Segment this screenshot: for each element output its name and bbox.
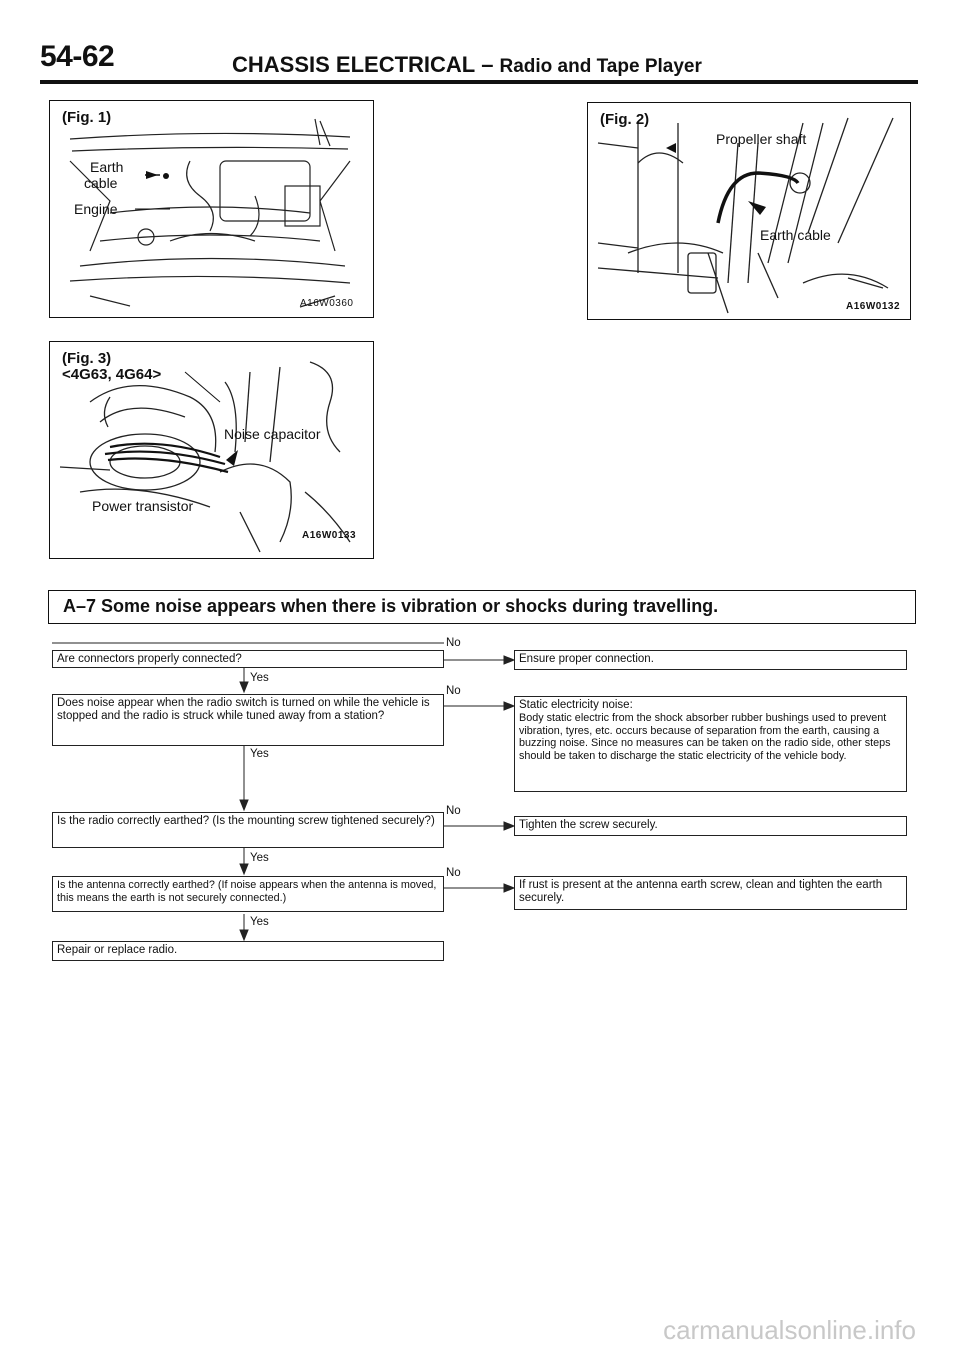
figure-3-callout-noise-capacitor: Noise capacitor [224,426,321,442]
figure-2-callout-earth-cable: Earth cable [760,227,831,243]
figure-3-callout-power-transistor: Power transistor [92,498,194,514]
figure-3-label: (Fig. 3) [62,350,112,367]
figure-2-callout-propeller-shaft: Propeller shaft [716,131,807,147]
question-2-yes-label: Yes [250,748,269,760]
result-1-box [514,650,907,670]
watermark: carmanualsonline.info [663,1315,916,1345]
question-1-no-label: No [446,637,461,649]
result-2-text: Body static electric from the shock absorber rubber bushings used to prevent vibration, tyres, etc. occurs because of separation from the earth, causing a buzzing noise. Since no measures can be taken on the radio side, other steps should be taken to discharge the static electricity of the vehicle body. [519,711,891,763]
section-title: A–7 Some noise appears when there is vibration or shocks during travelling. [63,596,719,616]
figure-1-code: A16W0360 [300,298,354,309]
title-main: CHASSIS ELECTRICAL [232,52,476,77]
question-3-yes-label: Yes [250,852,269,864]
title-dash: – [481,52,494,77]
final-action-box [52,941,444,961]
title-sub: Radio and Tape Player [499,56,702,77]
result-3-text: Tighten the screw securely. [519,819,658,831]
result-2-box [514,696,907,792]
question-4-no-label: No [446,867,461,879]
result-3-box [514,816,907,836]
question-3-box [52,812,444,848]
result-2-title: Static electricity noise: [519,699,633,711]
page-number: 54-62 [40,40,115,73]
figure-1-label: (Fig. 1) [62,109,112,126]
question-1-text: Are connectors properly connected? [57,653,242,665]
question-4-text: Is the antenna correctly earthed? (If noise appears when the antenna is moved, this means the earth is not securely connected.) [57,879,437,904]
question-3-text: Is the radio correctly earthed? (Is the mounting screw tightened securely?) [57,815,435,827]
question-2-no-label: No [446,685,461,697]
figure-3-code: A16W0133 [302,530,357,541]
figure-1-callout-cable: cable [84,175,118,191]
figure-1-callout-engine: Engine [74,201,118,217]
result-4-box [514,876,907,910]
question-4-box [52,876,444,912]
question-1-box [52,650,444,668]
question-2-text: Does noise appear when the radio switch is turned on while the vehicle is stopped and the radio is struck while tuned away from a station? [57,697,430,723]
figure-2-label: (Fig. 2) [600,111,650,128]
figure-2-code: A16W0132 [846,301,901,312]
final-action-text: Repair or replace radio. [57,944,178,956]
question-4-yes-label: Yes [250,916,269,928]
result-4-text: If rust is present at the antenna earth screw, clean and tighten the earth securely. [519,879,883,905]
figure-1-callout-earth: Earth [90,159,124,175]
question-3-no-label: No [446,805,461,817]
question-1-yes-label: Yes [250,672,269,684]
question-2-box [52,694,444,746]
result-1-text: Ensure proper connection. [519,653,654,665]
figure-3-engine-code: <4G63, 4G64> [62,366,162,383]
